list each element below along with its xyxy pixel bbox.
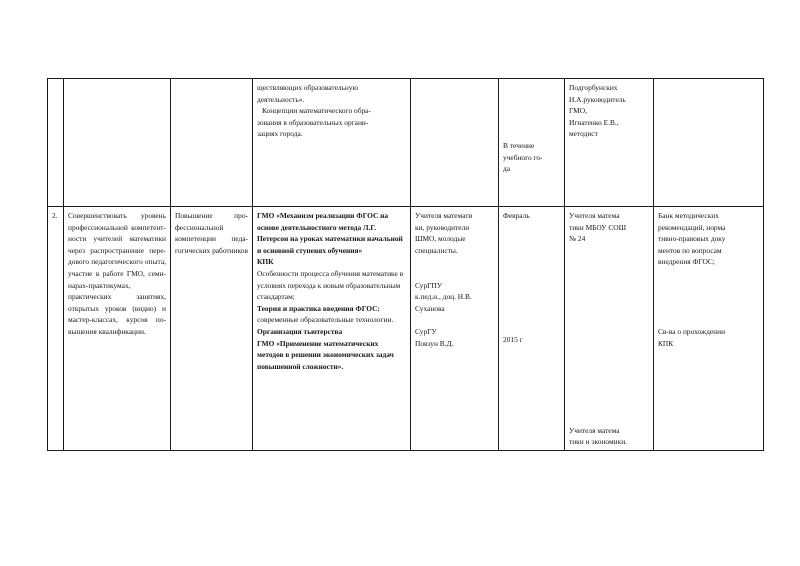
term-line: да (503, 164, 511, 174)
vertical-spacer (503, 222, 560, 334)
product-line: Банк методических (658, 211, 719, 220)
vertical-spacer (415, 314, 494, 326)
content-line: деятельность». (257, 94, 305, 104)
cell-row2-content (253, 207, 411, 451)
participant-line: СурГПУ (415, 280, 442, 290)
cell-row1-responsible (565, 79, 654, 207)
cell-row1-goal (64, 79, 171, 207)
vertical-spacer (658, 298, 759, 326)
responsible-line: Учителя матема (569, 425, 620, 435)
cell-row1-participants (411, 79, 499, 207)
participant-line: ШМО, молодые (415, 234, 466, 244)
participant-line: к.пед.н., доц. Н.В. (415, 292, 472, 302)
participant-line: ки, руководители (415, 222, 470, 232)
responsible-line: методист (569, 129, 598, 139)
product-line: ментов по вопросам (658, 245, 722, 255)
content-line: Концепции математического обра- (262, 106, 371, 116)
responsible-line: тики и экономики. (569, 437, 627, 447)
cell-row2-participants (411, 207, 499, 451)
participant-line: специалисты. (415, 245, 458, 255)
responsible-line: Подгорбунских (569, 83, 618, 92)
content-line: зования в образовательных органи- (257, 117, 369, 127)
content-line: ществляющих образовательную (257, 83, 359, 92)
product-line: Св-ва о прохождении (658, 326, 726, 336)
vertical-spacer (415, 256, 494, 268)
term-line: В течение (503, 141, 535, 150)
cell-row1-product (654, 79, 764, 207)
vertical-spacer (658, 268, 759, 298)
cell-row2-expected-result: Повышение профессиональной компетенции педагогических работников (171, 207, 253, 451)
content-block: современные образовательные технологии. (257, 315, 394, 325)
cell-row2-number: 2. (48, 207, 64, 451)
participant-line: Повзун В.Д. (415, 338, 454, 348)
term-line: 2015 г (503, 334, 523, 344)
cell-row1-expected-result (171, 79, 253, 207)
responsible-line: Учителя матема (569, 211, 620, 220)
cell-row2-responsible (565, 207, 654, 451)
participant-line: СурГУ (415, 326, 437, 336)
responsible-line: Игнатенко Е.В., (569, 117, 619, 127)
responsible-line: ГМО, (569, 106, 587, 116)
responsible-line: тики МБОУ СОШ (569, 222, 627, 232)
vertical-spacer (503, 82, 560, 140)
term-line: учебного го- (503, 152, 543, 162)
vertical-spacer (415, 268, 494, 280)
content-line: зациях города. (257, 129, 303, 139)
cell-row2-term (499, 207, 565, 451)
cell-row1-content (253, 79, 411, 207)
term-line: Февраль (503, 211, 530, 220)
vertical-spacer (569, 245, 649, 381)
vertical-spacer (569, 381, 649, 425)
product-line: тивно-правовых доку (658, 234, 726, 244)
participant-line: Суханова (415, 303, 445, 313)
content-block: ГМО «Применение математических методов в решении экономических задач повышенной сложности». (257, 338, 394, 371)
cell-row1-term (499, 79, 565, 207)
product-line: рекомендаций, норма (658, 222, 726, 232)
responsible-line: Н.А.руководитель (569, 94, 626, 104)
participant-line: Учителя математи (415, 211, 473, 220)
table-container (47, 78, 763, 451)
content-block: КПК (257, 257, 274, 267)
content-block: Организация тьютерства (257, 326, 343, 336)
responsible-line: № 24 (569, 234, 586, 244)
content-block: Теория и практика введения ФГОС: (257, 303, 380, 313)
content-block: Особенности процесса обучения математике в условиях перехода к новым образовательным стандартам; (257, 268, 404, 302)
product-line: внедрения ФГОС; (658, 257, 715, 267)
cell-row2-product (654, 207, 764, 451)
product-line: КПК (658, 338, 674, 348)
cell-row2-goal: Совершенствовать уровень профессиональной компетентности учителей математики через распространение передового педагогического опыта, участие в работе ГМО, семинарах-практикумах, практических занятиях, открытых уроков (видио) и мастер-классах, курсов повышения квалификации. (64, 207, 171, 451)
content-block: ГМО «Механизм реализации ФГОС на основе деятельностного метода Л.Г. Петерсон на уроках математики начальной и основной ступенях обучения» (257, 211, 403, 255)
table-row (48, 79, 764, 207)
cell-row1-number (48, 79, 64, 207)
table-row (48, 207, 764, 451)
plan-table (47, 78, 764, 451)
